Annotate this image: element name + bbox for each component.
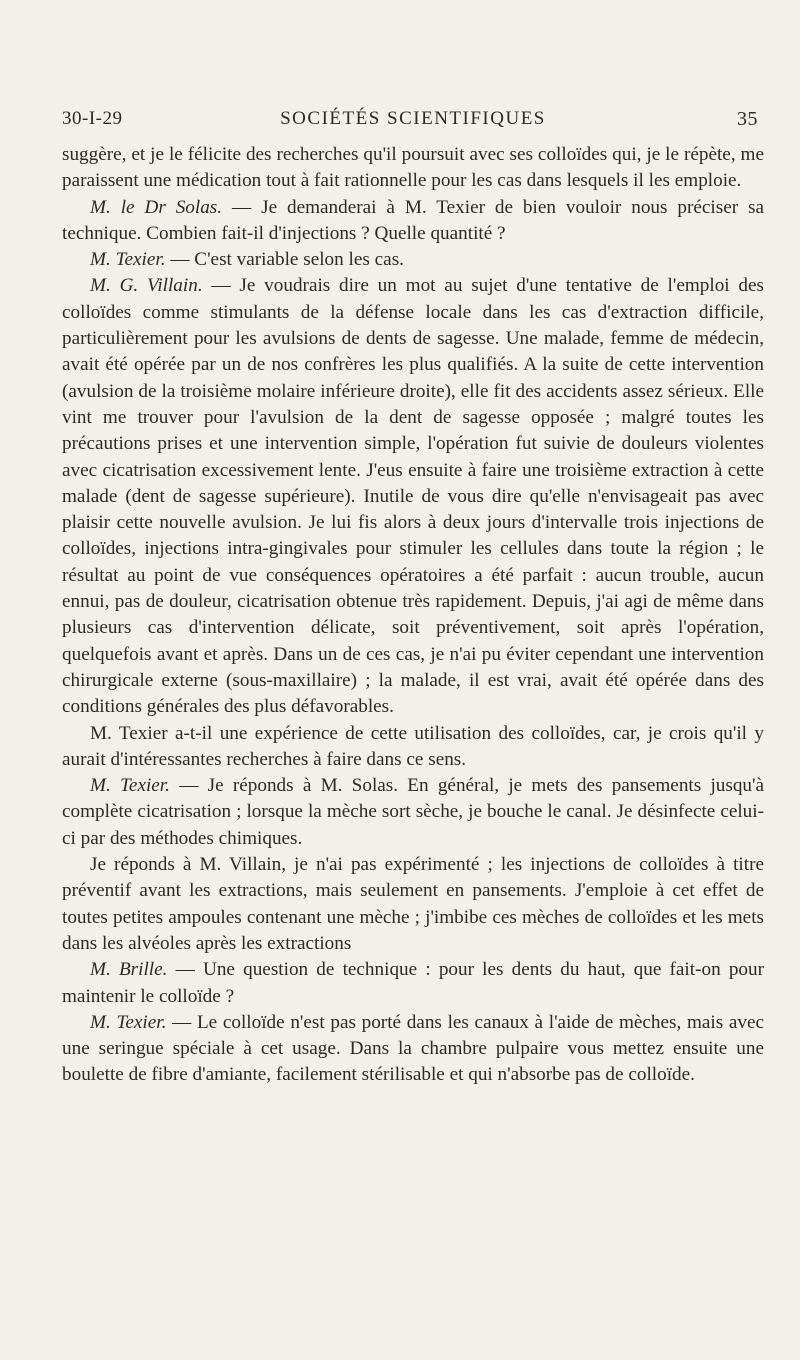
speaker-name: M. Brille. xyxy=(90,959,168,981)
paragraph-text: — Je demanderai à M. Texier de bien vouloir nous préciser sa technique. Combien fait-il d'injections ? Quelle quantité ? xyxy=(62,196,764,244)
paragraph xyxy=(62,1010,764,1089)
paragraph xyxy=(62,195,764,248)
running-head xyxy=(62,108,764,138)
paragraph-text: — Je voudrais dire un mot au sujet d'une tentative de l'emploi des colloïdes comme stimulants de la défense locale dans les cas d'extraction difficile, particulièrement pour les avulsions de dents de sagesse. Une malade, femme de médecin, avait été opérée par un de nos confrères les plus qualifiés. A la suite de cette intervention (avulsion de la troisième molaire inférieure droite), elle fit des accidents assez sérieux. Elle vint me trouver pour l'avulsion de la dent de sagesse opposée ; malgré toutes les précautions prises et une intervention simple, l'opération fut suivie de douleurs violentes avec cicatrisation excessivement lente. J'eus ensuite à faire une troisième extraction à cette malade (dent de sagesse supérieure). Inutile de vous dire qu'elle n'envisageait pas avec plaisir cette nouvelle avulsion. Je lui fis alors à deux jours d'intervalle trois injections de colloïdes, injections intra-gingivales pour stimuler les cellules dans toute la région ; le résultat au point de vue conséquences opératoires a été parfait : aucun trouble, aucun ennui, pas de douleur, cicatrisation obtenue très rapidement. Depuis, j'ai agi de même dans plusieurs cas d'intervention délicate, soit préventivement, soit après l'opération, quelquefois avant et après. Dans un de ces cas, je n'ai pu éviter cependant une intervention chirurgicale externe (sous-maxillaire) ; la malade, il est vrai, avait été opérée dans des conditions générales des plus défavorables. xyxy=(62,275,764,718)
paragraph xyxy=(62,852,764,957)
paragraph-text: Je réponds à M. Villain, je n'ai pas expérimenté ; les injections de colloïdes à titre préventif avant les extractions, mais seulement en pansements. J'emploie à cet effet de toutes petites ampoules contenant une mèche ; j'imbibe ces mèches de colloïdes et les mets dans les alvéoles après les extractions xyxy=(62,854,764,954)
paragraph-text: suggère, et je le félicite des recherches qu'il poursuit avec ses colloïdes qui, je le répète, me paraissent une médication tout à fait rationnelle pour les cas dans lesquels il les emploie. xyxy=(62,144,764,192)
header-section-title: SOCIÉTÉS SCIENTIFIQUES xyxy=(280,108,546,129)
header-date: 30-I-29 xyxy=(62,108,123,129)
paragraph xyxy=(62,247,764,273)
page-number: 35 xyxy=(737,108,758,130)
paragraph xyxy=(62,721,764,774)
paragraph xyxy=(62,142,764,195)
speaker-name: M. Texier. xyxy=(90,775,170,797)
speaker-name: M. le Dr Solas. xyxy=(90,196,223,218)
paragraph xyxy=(62,957,764,1010)
paragraph-text: — Le colloïde n'est pas porté dans les canaux à l'aide de mèches, mais avec une seringue spéciale à cet usage. Dans la chambre pulpaire vous mettez ensuite une boulette de fibre d'amiante, facilement stérilisable et qui n'absorbe pas de colloïde. xyxy=(62,1011,765,1086)
speaker-name: M. G. Villain. xyxy=(90,275,203,297)
paragraph xyxy=(62,773,764,852)
paragraph-text: M. Texier a-t-il une expérience de cette utilisation des colloïdes, car, je crois qu'il y aurait d'intéressantes recherches à faire dans ce sens. xyxy=(62,722,764,770)
paragraph-text: — Je réponds à M. Solas. En général, je mets des pansements jusqu'à complète cicatrisation ; lorsque la mèche sort sèche, je bouche le canal. Je désinfecte celui-ci par des méthodes chimiques. xyxy=(62,775,765,849)
paragraph xyxy=(62,273,764,720)
body-text xyxy=(62,142,764,1089)
paragraph-text: — C'est variable selon les cas. xyxy=(170,249,404,271)
paragraph-text: — Une question de technique : pour les dents du haut, que fait-on pour maintenir le colloïde ? xyxy=(62,959,765,1007)
speaker-name: M. Texier. xyxy=(90,249,166,271)
speaker-name: M. Texier. xyxy=(90,1011,167,1033)
